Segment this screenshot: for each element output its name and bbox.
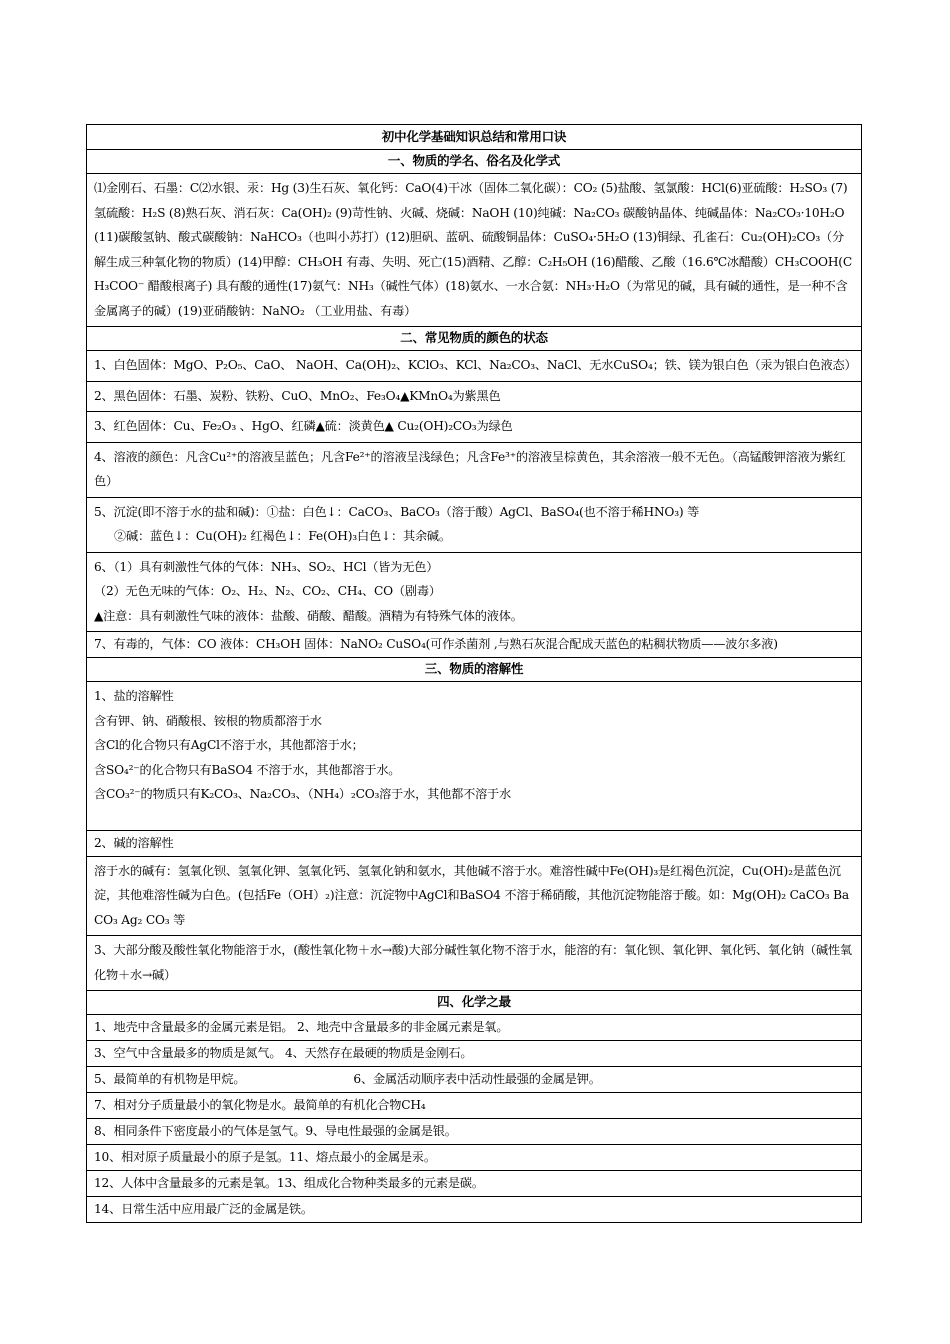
extreme-row-3-a: 5、最简单的有机物是甲烷。 bbox=[94, 1072, 246, 1086]
salt-solubility-title: 1、盐的溶解性 bbox=[94, 689, 174, 703]
oxide-solubility-text: 3、大部分酸及酸性氧化物能溶于水，(酸性氧化物＋水→酸)大部分碱性氧化物不溶于水，能溶的有：氧化钡、氧化钾、氧化钙、氧化钠（碱性氧化物＋水→碱） bbox=[87, 936, 862, 991]
color-row-white: 1、白色固体：MgO、P₂O₅、CaO、 NaOH、Ca(OH)₂、KClO₃、KCl、Na₂CO₃、NaCl、无水CuSO₄；铁、镁为银白色（汞为银白色液态） bbox=[87, 351, 862, 382]
gas-pungent-line: 6、（1）具有刺激性气体的气体：NH₃、SO₂、HCl（皆为无色） bbox=[94, 559, 439, 574]
document-page bbox=[86, 124, 862, 1223]
extreme-row-5: 8、相同条件下密度最小的气体是氢气。9、导电性最强的金属是银。 bbox=[87, 1119, 862, 1145]
extreme-row-8: 14、日常生活中应用最广泛的金属是铁。 bbox=[87, 1197, 862, 1223]
salt-rule-2: 含Cl的化合物只有AgCl不溶于水，其他都溶于水； bbox=[94, 738, 364, 752]
extreme-row-2: 3、空气中含量最多的物质是氮气。 4、天然存在最硬的物质是金刚石。 bbox=[87, 1041, 862, 1067]
extreme-row-6: 10、相对原子质量最小的原子是氢。11、熔点最小的金属是汞。 bbox=[87, 1145, 862, 1171]
extreme-row-4: 7、相对分子质量最小的氧化物是水。最简单的有机化合物CH₄ bbox=[87, 1093, 862, 1119]
extreme-row-1: 1、地壳中含量最多的金属元素是铝。 2、地壳中含量最多的非金属元素是氧。 bbox=[87, 1015, 862, 1041]
document-title: 初中化学基础知识总结和常用口诀 bbox=[87, 125, 862, 150]
section-heading-solubility: 三、物质的溶解性 bbox=[87, 658, 862, 682]
salt-rule-1: 含有钾、钠、硝酸根、铵根的物质都溶于水 bbox=[94, 713, 322, 728]
knowledge-table bbox=[86, 124, 862, 1223]
precipitate-salt-line: 5、沉淀(即不溶于水的盐和碱)：①盐：白色↓：CaCO₃、BaCO₃（溶于酸）AgCl、BaSO₄(也不溶于稀HNO₃) 等 bbox=[94, 504, 700, 519]
base-solubility-text: 溶于水的碱有：氢氧化钡、氢氧化钾、氢氧化钙、氢氧化钠和氨水，其他碱不溶于水。难溶性碱中Fe(OH)₃是红褐色沉淀，Cu(OH)₂是蓝色沉淀，其他难溶性碱为白色。(包括Fe（OH）₂)注意：沉淀物中AgCl和BaSO4 不溶于稀硝酸，其他沉淀物能溶于酸。如：Mg(OH)₂ CaCO₃ BaCO₃ Ag₂ CO₃ 等 bbox=[87, 856, 862, 936]
extreme-row-7: 12、人体中含量最多的元素是氧。13、组成化合物种类最多的元素是碳。 bbox=[87, 1171, 862, 1197]
color-row-red: 3、红色固体：Cu、Fe₂O₃ 、HgO、红磷▲硫：淡黄色▲ Cu₂(OH)₂CO₃为绿色 bbox=[87, 412, 862, 443]
extreme-row-3 bbox=[87, 1067, 862, 1093]
salt-solubility-row bbox=[87, 682, 862, 831]
names-formulas-text: ⑴金刚石、石墨：C⑵水银、汞：Hg (3)生石灰、氧化钙：CaO(4)干冰（固体二氧化碳）：CO₂ (5)盐酸、氢氯酸：HCl(6)亚硫酸：H₂SO₃ (7)氢硫酸：H₂S (8)熟石灰、消石灰：Ca(OH)₂ (9)苛性钠、火碱、烧碱：NaOH (10)纯碱：Na₂CO₃ 碳酸钠晶体、纯碱晶体：Na₂CO₃·10H₂O (11)碳酸氢钠、酸式碳酸钠：NaHCO₃（也叫小苏打）(12)胆矾、蓝矾、硫酸铜晶体：CuSO₄·5H₂O (13)铜绿、孔雀石：Cu₂(OH)₂CO₃（分解生成三种氧化物的物质）(14)甲醇：CH₃OH 有毒、失明、死亡(15)酒精、乙醇：C₂H₅OH (16)醋酸、乙酸（16.6℃冰醋酸）CH₃COOH(CH₃COO⁻ 醋酸根离子) 具有酸的通性(17)氨气：NH₃（碱性气体）(18)氨水、一水合氨：NH₃·H₂O（为常见的碱，具有碱的通性，是一种不含金属离子的碱）(19)亚硝酸钠：NaNO₂ （工业用盐、有毒） bbox=[87, 174, 862, 327]
section-heading-extremes: 四、化学之最 bbox=[87, 991, 862, 1015]
base-solubility-title: 2、碱的溶解性 bbox=[87, 830, 862, 856]
section-heading-colors: 二、常见物质的颜色的状态 bbox=[87, 327, 862, 351]
toxic-row: 7、有毒的，气体：CO 液体：CH₃OH 固体：NaNO₂ CuSO₄(可作杀菌剂 ,与熟石灰混合配成天蓝色的粘稠状物质——波尔多液) bbox=[87, 632, 862, 658]
gas-row bbox=[87, 552, 862, 632]
gas-odorless-line: （2）无色无味的气体：O₂、H₂、N₂、CO₂、CH₄、CO（剧毒） bbox=[94, 584, 441, 598]
color-row-solution: 4、溶液的颜色：凡含Cu²⁺的溶液呈蓝色；凡含Fe²⁺的溶液呈浅绿色；凡含Fe³⁺的溶液呈棕黄色，其余溶液一般不无色。（高锰酸钾溶液为紫红色） bbox=[87, 442, 862, 497]
salt-rule-3: 含SO₄²⁻的化合物只有BaSO4 不溶于水，其他都溶于水。 bbox=[94, 762, 401, 777]
salt-rule-4: 含CO₃²⁻的物质只有K₂CO₃、Na₂CO₃、（NH₄）₂CO₃溶于水，其他都不溶于水 bbox=[94, 787, 512, 801]
gas-note-line: ▲注意：具有刺激性气味的液体：盐酸、硝酸、醋酸。酒精为有特殊气体的液体。 bbox=[94, 608, 523, 623]
precipitate-base-line: ②碱：蓝色↓：Cu(OH)₂ 红褐色↓：Fe(OH)₃白色↓：其余碱。 bbox=[114, 529, 451, 543]
color-row-black: 2、黑色固体：石墨、炭粉、铁粉、CuO、MnO₂、Fe₃O₄▲KMnO₄为紫黑色 bbox=[87, 381, 862, 412]
extreme-row-3-b: 6、金属活动顺序表中活动性最强的金属是钾。 bbox=[353, 1072, 601, 1086]
precipitate-row bbox=[87, 497, 862, 552]
section-heading-names: 一、物质的学名、俗名及化学式 bbox=[87, 150, 862, 174]
salt-spacer bbox=[94, 807, 854, 827]
